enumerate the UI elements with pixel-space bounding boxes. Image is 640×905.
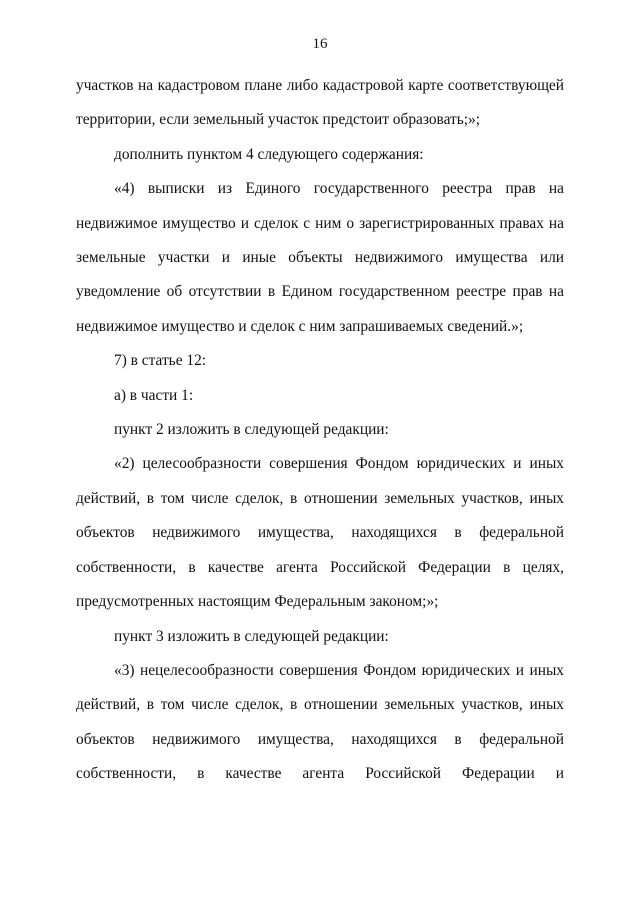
paragraph-item-4: «4) выписки из Единого государственного реестра прав на недвижимое имущество и сделок с ним о зарегистрированных правах на земельные участки и иные объекты недвижимого имущества или уведомление об отсутствии в Едином государственном реестре прав на недвижимое имущество и сделок с ним запрашиваемых сведений.»; [76,180,564,335]
paragraph-item-2: «2) целесообразности совершения Фондом юридических и иных действий, в том числе сделок, в отношении земельных участков, иных объектов недвижимого имущества, находящихся в федеральной собственности, в качестве агента Российской Федерации в целях, предусмотренных настоящим Федеральным законом;»; [76,455,564,611]
paragraph-item-3-intro: пункт 3 изложить в следующей редакции: [114,627,389,645]
document-body [76,69,564,792]
paragraph-item-2-intro: пункт 2 изложить в следующей редакции: [114,421,389,439]
paragraph-item-3: «3) нецелесообразности совершения Фондом юридических и иных действий, в том числе сделок, в отношении земельных участков, иных объектов недвижимого имущества, находящихся в федеральной собственности, в качестве агента Российской Федерации и [76,661,564,783]
paragraph-amendment-intro: дополнить пунктом 4 следующего содержания: [114,145,424,163]
paragraph-article-12: 7) в статье 12: [114,352,207,370]
page-number: 16 [312,36,328,52]
paragraph-continuation: участков на кадастровом плане либо кадастровой карте соответствующей территории, если земельный участок предстоит образовать;»; [76,77,564,129]
paragraph-part-1: а) в части 1: [114,386,194,404]
